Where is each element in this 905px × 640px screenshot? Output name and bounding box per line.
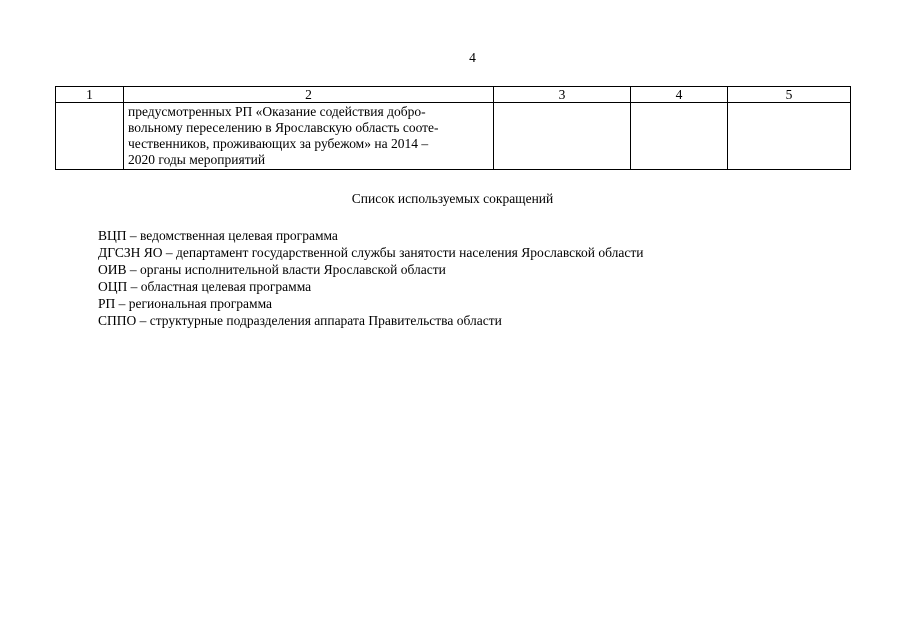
cell-col4 (631, 103, 728, 170)
list-item: ВЦП – ведомственная целевая программа (98, 228, 338, 243)
column-header-1: 1 (56, 87, 124, 103)
cell-col2-line: вольному переселению в Ярославскую область сооте- (128, 120, 439, 135)
abbreviations-list (98, 227, 643, 329)
continuation-table (55, 86, 851, 170)
table-header-row (56, 87, 851, 103)
column-header-3: 3 (494, 87, 631, 103)
list-item: ДГСЗН ЯО – департамент государственной службы занятости населения Ярославской области (98, 245, 644, 260)
cell-col1 (56, 103, 124, 170)
cell-col3 (494, 103, 631, 170)
list-item: СППО – структурные подразделения аппарата Правительства области (98, 313, 502, 328)
column-header-5: 5 (728, 87, 851, 103)
column-header-2: 2 (124, 87, 494, 103)
cell-col2-line: предусмотренных РП «Оказание содействия добро- (128, 104, 426, 119)
cell-col5 (728, 103, 851, 170)
list-item: РП – региональная программа (98, 296, 273, 311)
column-header-4: 4 (631, 87, 728, 103)
list-item: ОЦП – областная целевая программа (98, 279, 312, 294)
table-row (56, 103, 851, 170)
page-number: 4 (469, 50, 476, 65)
cell-col2 (124, 103, 494, 170)
cell-col2-line: чественников, проживающих за рубежом» на 2014 – (128, 136, 429, 151)
abbreviations-title: Список используемых сокращений (351, 191, 554, 206)
list-item: ОИВ – органы исполнительной власти Ярославской области (98, 262, 446, 277)
cell-col2-line: 2020 годы мероприятий (128, 152, 266, 167)
